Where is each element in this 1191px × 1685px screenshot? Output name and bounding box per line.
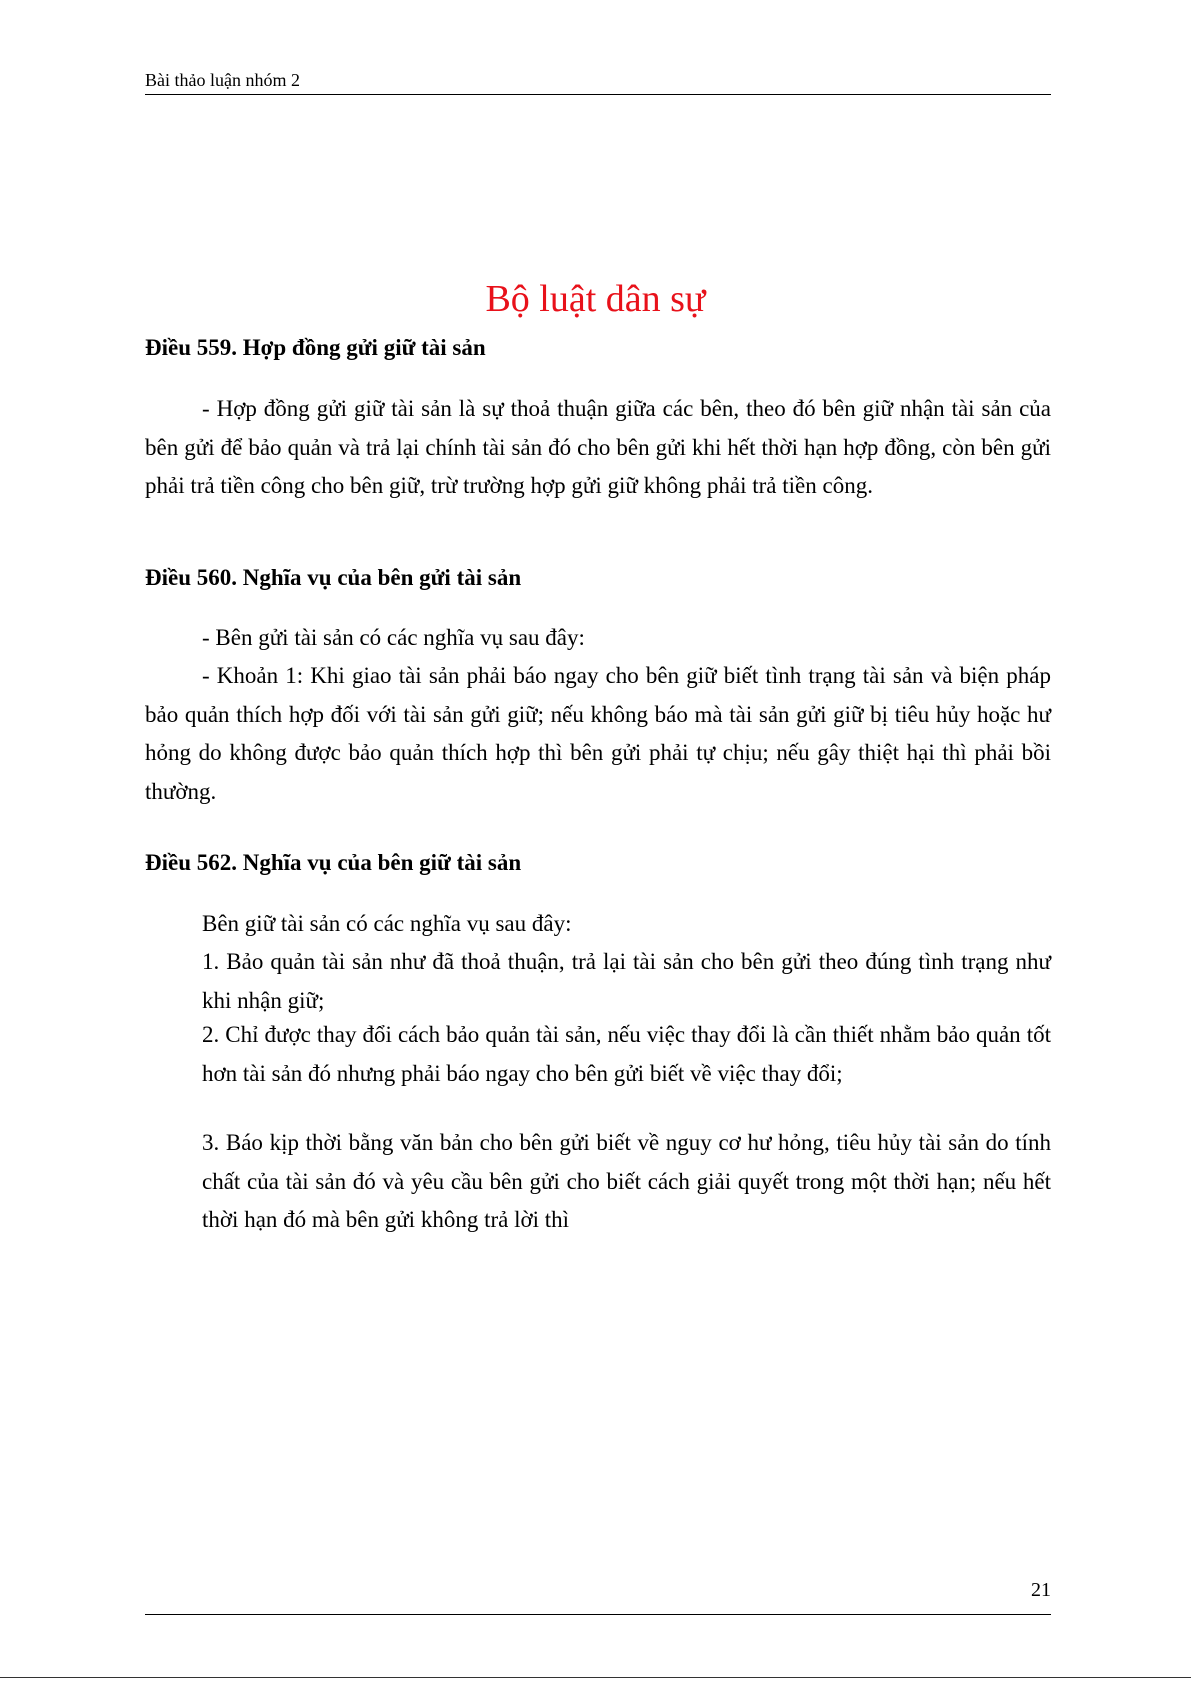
- article-560-clause-1: - Khoản 1: Khi giao tài sản phải báo ngay cho bên giữ biết tình trạng tài sản và biện pháp bảo quản thích hợp đối với tài sản gửi giữ; nếu không báo mà tài sản gửi giữ bị tiêu hủy hoặc hư hỏng do không được bảo quản thích hợp thì bên gửi phải tự chịu; nếu gây thiệt hại thì phải bồi thường.: [145, 663, 1051, 804]
- page-bottom-edge: [0, 1677, 1191, 1678]
- article-560-intro: - Bên gửi tài sản có các nghĩa vụ sau đây:: [202, 625, 585, 650]
- page-number: 21: [1031, 1579, 1051, 1601]
- article-560-heading: Điều 560. Nghĩa vụ của bên gửi tài sản: [145, 565, 522, 590]
- article-559-heading: Điều 559. Hợp đồng gửi giữ tài sản: [145, 335, 486, 360]
- article-562-intro: Bên giữ tài sản có các nghĩa vụ sau đây:: [202, 911, 572, 936]
- article-559-paragraph: - Hợp đồng gửi giữ tài sản là sự thoả thuận giữa các bên, theo đó bên giữ nhận tài sản của bên gửi để bảo quản và trả lại chính tài sản đó cho bên gửi khi hết thời hạn hợp đồng, còn bên gửi phải trả tiền công cho bên giữ, trừ trường hợp gửi giữ không phải trả tiền công.: [145, 396, 1051, 498]
- article-562-item-1: 1. Bảo quản tài sản như đã thoả thuận, trả lại tài sản cho bên gửi theo đúng tình trạng như khi nhận giữ;: [202, 949, 1051, 1013]
- article-562-item-3: 3. Báo kịp thời bằng văn bản cho bên gửi biết về nguy cơ hư hỏng, tiêu hủy tài sản do tính chất của tài sản đó và yêu cầu bên gửi cho biết cách giải quyết trong một thời hạn; nếu hết thời hạn đó mà bên gửi không trả lời thì: [202, 1130, 1051, 1232]
- running-header: Bài thảo luận nhóm 2: [145, 70, 300, 90]
- header-rule: [145, 94, 1051, 95]
- footer-rule: [145, 1614, 1051, 1615]
- article-562-item-2: 2. Chỉ được thay đổi cách bảo quản tài sản, nếu việc thay đổi là cần thiết nhằm bảo quản tốt hơn tài sản đó nhưng phải báo ngay cho bên gửi biết về việc thay đổi;: [202, 1022, 1051, 1086]
- page-title: Bộ luật dân sự: [485, 278, 706, 320]
- article-562-heading: Điều 562. Nghĩa vụ của bên giữ tài sản: [145, 850, 522, 875]
